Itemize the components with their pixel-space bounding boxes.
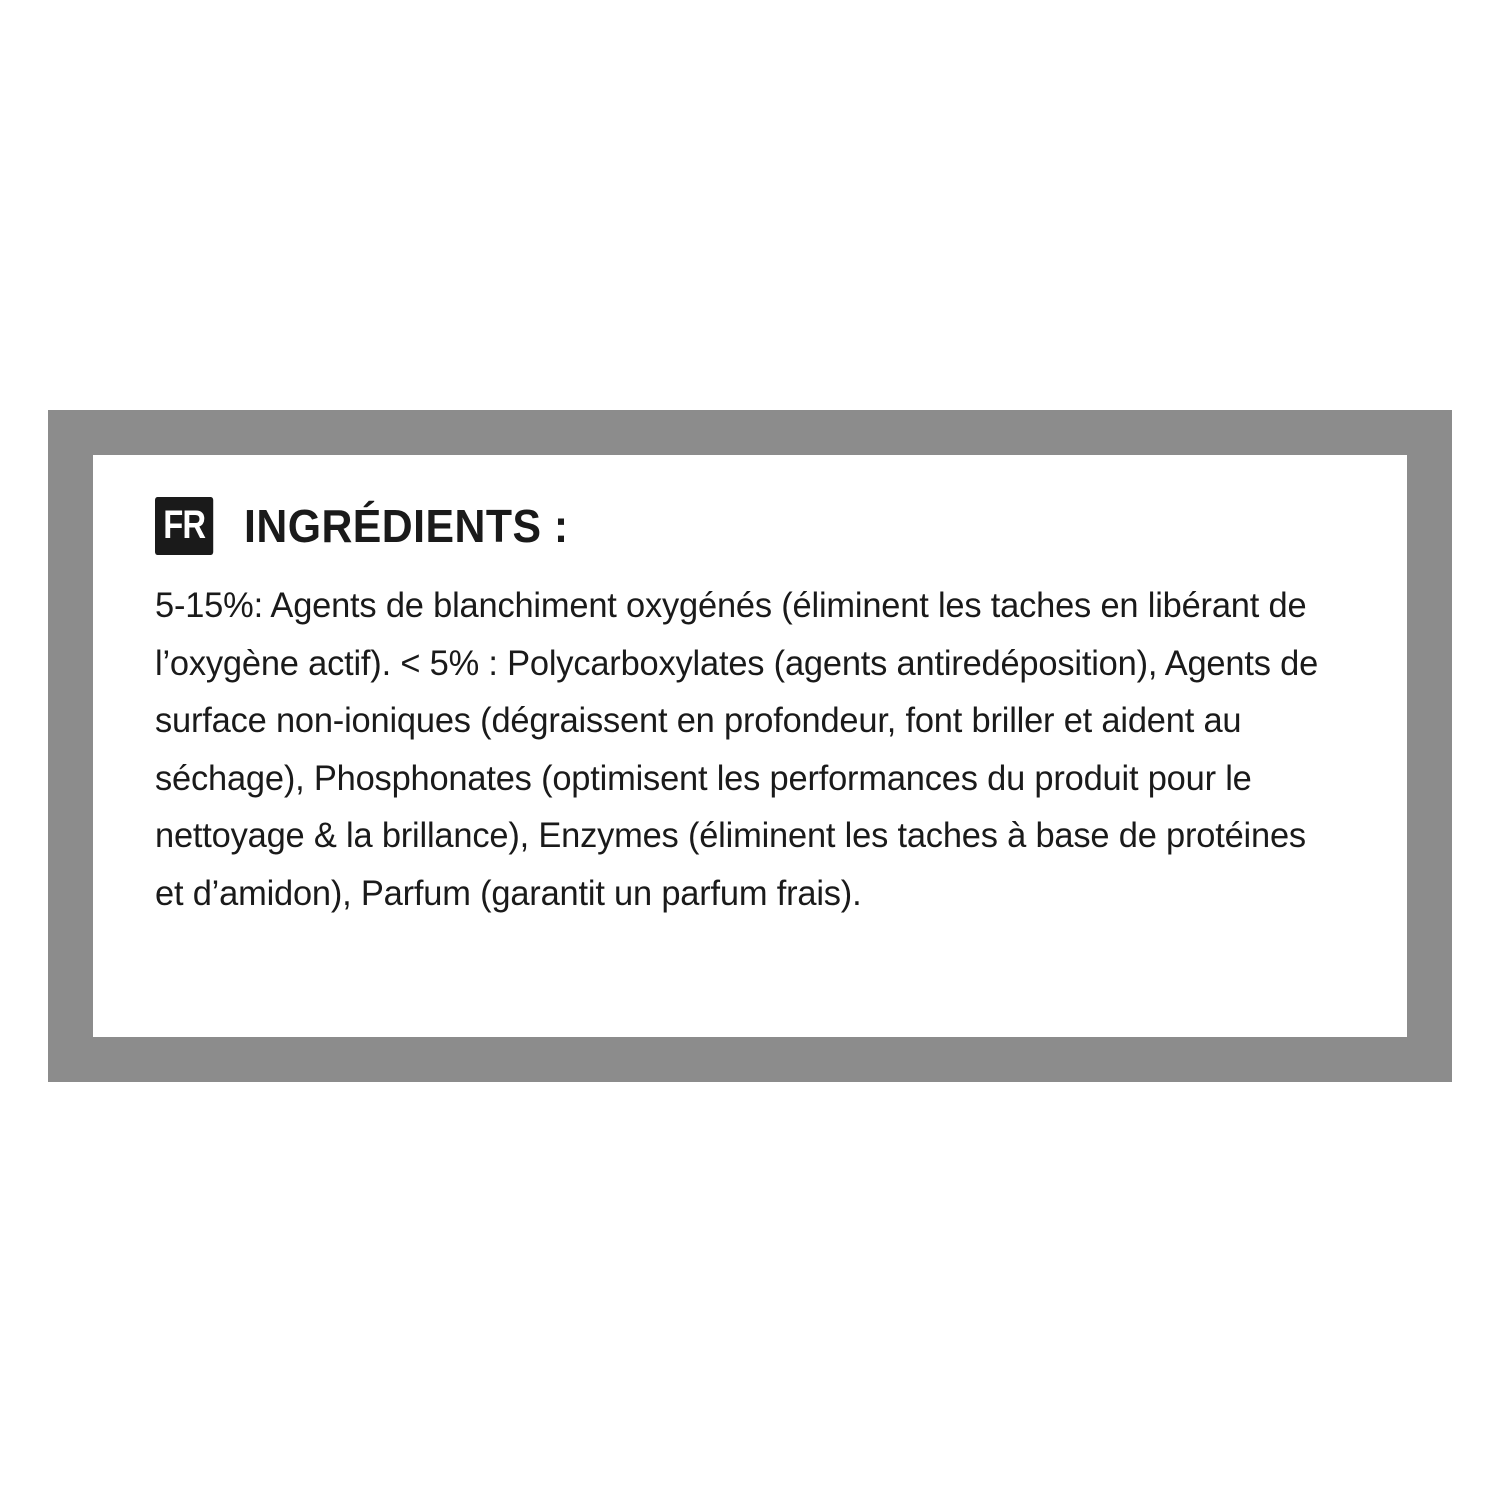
ingredients-heading-row — [155, 497, 1355, 555]
ingredients-label-panel — [48, 410, 1452, 1082]
ingredients-text: 5-15%: Agents de blanchiment oxygénés (éliminent les taches en libérant de l’oxygène actif). < 5% : Polycarboxylates (agents antiredéposition), Agents de surface non-ioniques (dégraissent en profondeur, font briller et aident au séchage), Phosphonates (optimisent les performances du produit pour le nettoyage & la brillance), Enzymes (éliminent les taches à base de protéines et d’amidon), Parfum (garantit un parfum frais). — [155, 585, 1319, 913]
language-badge-fr: FR — [155, 497, 213, 555]
ingredients-heading: INGRÉDIENTS : — [244, 500, 569, 552]
ingredients-label-inner — [93, 455, 1407, 1037]
